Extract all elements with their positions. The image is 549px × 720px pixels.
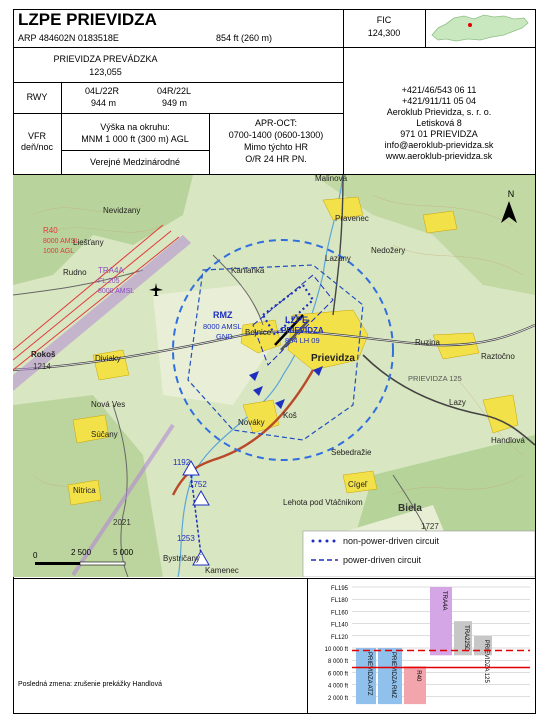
- spot-1727: 1727: [421, 522, 439, 531]
- contact-phone-2: +421/911/11 05 04: [402, 96, 476, 106]
- place-nova-ves: Nová Ves: [91, 400, 126, 409]
- spot-1192: 1192: [173, 458, 191, 467]
- r40-upper: 8000 AMSL: [43, 238, 80, 245]
- place-ruzina: Ruzina: [415, 338, 440, 347]
- place-lazy: Lazy: [449, 398, 466, 407]
- level-label: 4 000 ft: [327, 683, 348, 690]
- place-kos: Koš: [283, 411, 297, 420]
- place-diviaky: Diviaky: [95, 354, 121, 363]
- arp-coordinates: ARP 484602N 0183518E: [18, 33, 119, 43]
- spot-1253: 1253: [177, 534, 195, 543]
- frequency-value: 123,055: [89, 67, 122, 77]
- place-lehota: Lehota pod Vtáčnikom: [283, 498, 363, 507]
- level-label: FL120: [330, 634, 348, 641]
- prievidza-125-label: PRIEVIDZA 125: [408, 374, 462, 383]
- airspace-column: [378, 648, 402, 704]
- place-cigel: Cígeľ: [348, 480, 368, 489]
- scale-5000: 5 000: [113, 548, 134, 557]
- place-bystricany: Bystričany: [163, 554, 200, 563]
- last-change-note: Posledná zmena: zrušenie prekážky Handlová: [18, 681, 162, 688]
- hours-on-request: O/R 24 HR PN.: [245, 154, 307, 164]
- place-sucany: Súčany: [91, 430, 118, 439]
- place-sebedrazie: Sebedražie: [331, 448, 372, 457]
- place-liestany: Liešťany: [73, 238, 104, 247]
- place-biela-voda: Biela: [398, 503, 422, 514]
- airspace-column-label: PRIEVIDZA 125: [483, 639, 489, 683]
- legend-non-power: non-power-driven circuit: [343, 536, 440, 546]
- rwy-2-designator: 04R/22L: [157, 86, 192, 96]
- tra4a-label: TRA4A: [98, 266, 124, 275]
- place-novaky: Nováky: [238, 418, 265, 427]
- place-prievidza: Prievidza: [311, 353, 355, 364]
- level-label: FL140: [330, 622, 348, 629]
- level-label: 2 000 ft: [327, 695, 348, 702]
- r40-lower: 1000 AGL: [43, 248, 75, 255]
- fic-label: FIC: [376, 15, 392, 25]
- aerodrome-code: LZPE PRIEVIDZA: [18, 10, 157, 29]
- rwy-1-length: 944 m: [91, 98, 117, 108]
- level-label: FL160: [330, 610, 348, 617]
- slovakia-locator-map: [428, 11, 532, 45]
- legend-power: power-driven circuit: [343, 555, 422, 565]
- rmz-lower: GND: [216, 332, 233, 341]
- place-kanianka: Kanianka: [231, 266, 265, 275]
- place-handlova: Handlová: [491, 436, 525, 445]
- row-line-1: [13, 47, 535, 48]
- hours-season: APR-OCT:: [254, 118, 297, 128]
- tra4a-lower: 8000 AMSL: [98, 288, 135, 295]
- place-pravenec: Pravenec: [335, 214, 369, 223]
- level-label: 8 000 ft: [327, 659, 348, 666]
- slovakia-outline: [432, 15, 528, 41]
- place-malinova: Malinová: [315, 175, 348, 183]
- place-nedozery: Nedožery: [371, 246, 406, 255]
- place-lazany: Lazany: [325, 254, 351, 263]
- spot-1752: 1752: [189, 480, 207, 489]
- level-label: 10 000 ft: [324, 647, 348, 653]
- tra4a-fl: FL 205: [98, 278, 120, 285]
- place-nitrica: Nitrica: [73, 486, 96, 495]
- rwy-label: RWY: [26, 92, 48, 102]
- vfr-aerodrome-map: [13, 175, 535, 577]
- scale-2500: 2 500: [71, 548, 92, 557]
- level-label: 6 000 ft: [327, 671, 348, 678]
- row-line-4: [61, 150, 209, 151]
- place-raztocno: Raztočno: [481, 352, 515, 361]
- contact-email[interactable]: info@aeroklub-prievidza.sk: [384, 140, 494, 150]
- airspace-column-label: PRIEVIDZA ATZ: [366, 652, 372, 696]
- airspace-column-label: TRA225D: [463, 625, 469, 652]
- contact-phone-1: +421/46/543 06 11: [401, 85, 477, 95]
- place-rudno: Rudno: [63, 268, 87, 277]
- airspace-column: [430, 587, 452, 655]
- place-kamenec: Kamenec: [205, 566, 239, 575]
- atz-name: PRIEVIDZA: [281, 326, 324, 335]
- place-nevidzany: Nevidzany: [103, 206, 141, 215]
- aerodrome-location-dot: [468, 23, 472, 27]
- circuit-height-label: Výška na okruhu:: [100, 122, 170, 132]
- row-line-2: [13, 82, 343, 83]
- north-label: N: [507, 189, 515, 199]
- spot-2021: 2021: [113, 518, 131, 527]
- scale-bar: [35, 562, 125, 565]
- frame-bottom: [13, 713, 535, 714]
- airspace-column-label: TRA4A: [441, 591, 447, 611]
- col-line-fic-right: [425, 9, 426, 47]
- frequency-name: PRIEVIDZA PREVÁDZKA: [53, 54, 158, 64]
- airspace-vertical-chart: [308, 579, 535, 713]
- hours-outside: Mimo týchto HR: [243, 142, 308, 152]
- vfr-label: VFR: [28, 131, 46, 141]
- frame-right: [535, 9, 536, 714]
- rmz-upper: 8000 AMSL: [203, 322, 242, 331]
- rwy-1-designator: 04L/22R: [85, 86, 120, 96]
- contact-street: Letisková 8: [416, 118, 462, 128]
- contact-website[interactable]: www.aeroklub-prievidza.sk: [385, 151, 493, 161]
- aerodrome-type: Verejné Medzinárodné: [89, 157, 181, 167]
- r40-label: R40: [43, 226, 58, 235]
- level-label: FL180: [330, 598, 348, 605]
- rmz-label: RMZ: [213, 310, 233, 320]
- place-bojnice: Bojnice: [245, 328, 272, 337]
- hours-time: 0700-1400 (0600-1300): [228, 130, 324, 140]
- fic-frequency: 124,300: [367, 28, 401, 38]
- vfr-day-night: deň/noc: [20, 142, 54, 152]
- atz-elevation: 854 LH 09: [285, 336, 320, 345]
- circuit-height-value: MNM 1 000 ft (300 m) AGL: [81, 134, 189, 144]
- place-rokos: Rokoš: [31, 350, 56, 359]
- level-label: FL195: [330, 586, 348, 592]
- row-line-3: [13, 113, 343, 114]
- contact-city: 971 01 PRIEVIDZA: [400, 129, 478, 139]
- rwy-2-length: 949 m: [162, 98, 188, 108]
- spot-1214: 1214: [33, 362, 51, 371]
- airspace-column-label: PRIEVIDZA RMZ: [390, 652, 396, 699]
- airspace-column: [356, 648, 376, 704]
- atz-code: LZPE: [285, 315, 309, 325]
- scale-0: 0: [33, 551, 38, 560]
- contact-organisation: Aeroklub Prievidza, s. r. o.: [386, 107, 492, 117]
- airspace-column-label: R40: [415, 670, 421, 682]
- aerodrome-elevation: 854 ft (260 m): [216, 33, 273, 43]
